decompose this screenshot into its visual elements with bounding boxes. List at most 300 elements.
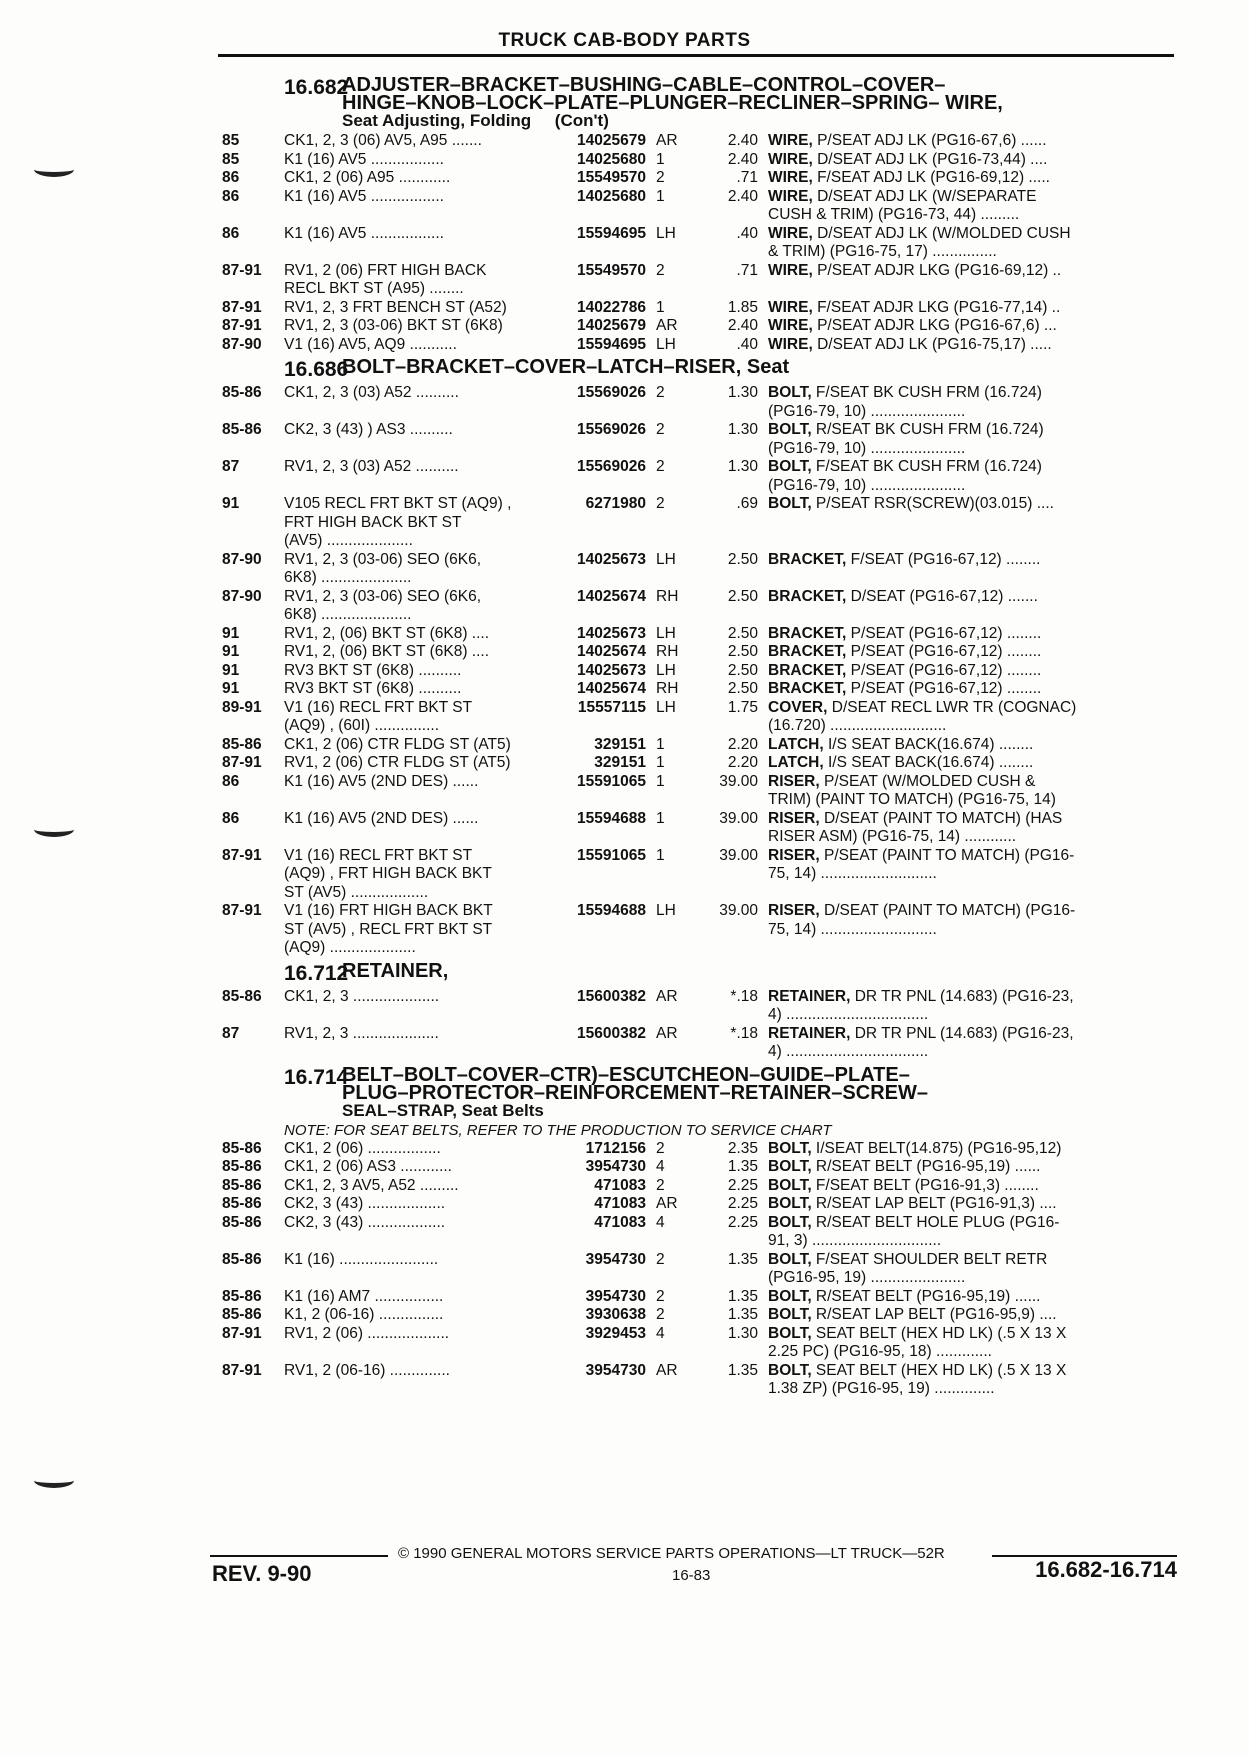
table-row [222, 1362, 1178, 1399]
part-number-cell: 3930638 [585, 1306, 646, 1323]
part-detail: F/SEAT (PG16-67,12) ........ [846, 550, 1041, 568]
part-detail: D/SEAT (PAINT TO MATCH) (PG16- 75, 14) ........................... [768, 902, 1076, 938]
table-row [222, 1177, 1178, 1196]
part-name: BOLT, [768, 1250, 812, 1268]
part-name: RETAINER, [768, 1024, 851, 1042]
part-detail: DR TR PNL (14.683) (PG16-23, 4) ................................. [768, 1024, 1074, 1060]
part-description-cell [768, 188, 1178, 225]
part-name: BOLT, [768, 1139, 812, 1157]
part-number-cell: 329151 [594, 735, 646, 753]
part-detail: P/SEAT ADJ LK (PG16-67,6) ...... [812, 132, 1047, 149]
year-cell: 91 [222, 643, 240, 660]
section-note: NOTE: FOR SEAT BELTS, REFER TO THE PRODUCTION TO SERVICE CHART [284, 1121, 832, 1139]
table-row [222, 810, 1178, 847]
part-detail: I/S SEAT BACK(16.674) ........ [823, 735, 1034, 753]
part-number-cell: 3954730 [585, 1287, 646, 1305]
part-description-cell [768, 299, 1178, 318]
year-cell: 87 [222, 458, 240, 475]
year-cell: 91 [222, 661, 240, 679]
application-cell: K1 (16) AV5 ................. [284, 150, 444, 168]
price-cell: 2.50 [727, 550, 758, 568]
price-cell: 2.40 [727, 150, 758, 168]
application-cell: K1 (16) AM7 ................ [284, 1287, 444, 1305]
part-detail: P/SEAT (PAINT TO MATCH) (PG16- 75, 14) ........................... [768, 846, 1075, 882]
part-description-cell [768, 262, 1178, 299]
price-cell: 2.40 [727, 132, 758, 149]
part-name: BOLT, [768, 421, 812, 438]
section-header [222, 959, 1178, 986]
table-row [222, 458, 1178, 495]
application-cell: RV1, 2 (06) FRT HIGH BACK RECL BKT ST (A95) ........ [284, 261, 487, 297]
table-row [222, 317, 1178, 336]
year-cell: 85 [222, 150, 240, 168]
part-detail: D/SEAT RECL LWR TR (COGNAC) (16.720) ........................... [768, 698, 1077, 734]
part-description-cell [768, 458, 1178, 495]
quantity-cell: 1 [656, 298, 665, 316]
application-cell: RV1, 2 (06) ................... [284, 1324, 450, 1342]
price-cell: 2.25 [727, 1176, 758, 1194]
price-cell: 39.00 [719, 772, 758, 790]
table-row [222, 551, 1178, 588]
part-number-cell: 14025680 [577, 187, 646, 205]
application-cell: RV1, 2, 3 FRT BENCH ST (A52) [284, 298, 507, 316]
year-cell: 85-86 [222, 987, 262, 1005]
part-description-cell [768, 1140, 1178, 1159]
year-cell: 87-91 [222, 846, 262, 864]
part-detail: P/SEAT (W/MOLDED CUSH & TRIM) (PAINT TO MATCH) (PG16-75, 14) [768, 772, 1056, 808]
application-cell: K1 (16) AV5 ................. [284, 187, 444, 205]
part-number-cell: 15594688 [577, 902, 646, 919]
price-cell: 1.35 [727, 1250, 758, 1268]
part-description-cell [768, 225, 1178, 262]
year-cell: 91 [222, 680, 240, 697]
part-description-cell [768, 643, 1178, 662]
part-number-cell: 15600382 [577, 1024, 646, 1042]
quantity-cell: 2 [656, 1250, 665, 1268]
application-cell: CK1, 2 (06) AS3 ............ [284, 1158, 452, 1175]
quantity-cell: AR [656, 1195, 678, 1212]
application-cell: CK1, 2 (06) A95 ............ [284, 169, 451, 186]
part-number-cell: 15557115 [577, 698, 646, 716]
part-description-cell [768, 1158, 1178, 1177]
part-name: RISER, [768, 846, 820, 864]
section-title-line: ADJUSTER–BRACKET–BUSHING–CABLE–CONTROL–COVER– [342, 74, 946, 96]
part-detail: D/SEAT ADJ LK (W/SEPARATE CUSH & TRIM) (PG16-73, 44) ......... [768, 187, 1037, 223]
quantity-cell: 2 [656, 1139, 665, 1157]
part-detail: P/SEAT (PG16-67,12) ........ [846, 624, 1042, 642]
part-name: BOLT, [768, 1158, 812, 1175]
footer-revision: REV. 9-90 [212, 1561, 312, 1586]
part-description-cell [768, 1306, 1178, 1325]
price-cell: 39.00 [719, 902, 758, 919]
part-name: COVER, [768, 698, 828, 716]
part-description-cell [768, 1025, 1178, 1062]
part-description-cell [768, 1251, 1178, 1288]
part-description-cell [768, 336, 1178, 355]
year-cell: 91 [222, 495, 240, 512]
year-cell: 85-86 [222, 1176, 262, 1194]
year-cell: 87-91 [222, 1361, 262, 1379]
quantity-cell: RH [656, 680, 679, 697]
section-title-line: PLUG–PROTECTOR–REINFORCEMENT–RETAINER–SCREW– [342, 1081, 928, 1104]
year-cell: 87-91 [222, 902, 262, 919]
application-cell: RV1, 2 (06) CTR FLDG ST (AT5) [284, 754, 511, 771]
part-description-cell [768, 495, 1178, 551]
part-name: BRACKET, [768, 661, 847, 679]
part-number-cell: 15594688 [577, 809, 646, 827]
price-cell: 1.85 [727, 298, 758, 316]
application-cell: CK1, 2 (06) ................. [284, 1139, 441, 1157]
part-name: WIRE, [768, 298, 813, 316]
quantity-cell: LH [656, 902, 676, 919]
part-name: BRACKET, [768, 643, 847, 660]
quantity-cell: 1 [656, 735, 665, 753]
price-cell: .71 [736, 169, 758, 186]
table-row [222, 988, 1178, 1025]
application-cell: CK1, 2, 3 AV5, A52 ......... [284, 1176, 459, 1194]
footer-rule-left [210, 1555, 388, 1557]
section-subtitle: Seat Adjusting, Folding (Con't) [342, 111, 609, 130]
part-detail: F/SEAT SHOULDER BELT RETR (PG16-95, 19) ...................... [768, 1250, 1048, 1286]
application-cell: CK1, 2, 3 (06) AV5, A95 ....... [284, 132, 482, 149]
part-number-cell: 14025673 [577, 624, 646, 642]
part-description-cell [768, 988, 1178, 1025]
price-cell: 2.20 [727, 735, 758, 753]
quantity-cell: 2 [656, 1287, 665, 1305]
part-number-cell: 15594695 [577, 335, 646, 353]
table-row [222, 1251, 1178, 1288]
part-detail: R/SEAT LAP BELT (PG16-91,3) .... [811, 1195, 1057, 1212]
part-number-cell: 14022786 [577, 298, 646, 316]
part-description-cell [768, 680, 1178, 699]
application-cell: CK1, 2, 3 (03) A52 .......... [284, 384, 459, 401]
table-row [222, 1025, 1178, 1062]
part-number-cell: 1712156 [585, 1139, 646, 1157]
part-description-cell [768, 754, 1178, 773]
table-row [222, 754, 1178, 773]
part-detail: F/SEAT ADJ LK (PG16-69,12) ..... [812, 169, 1050, 186]
part-description-cell [768, 1195, 1178, 1214]
part-description-cell [768, 847, 1178, 903]
table-row [222, 151, 1178, 170]
part-name: WIRE, [768, 132, 813, 149]
quantity-cell: 2 [656, 384, 665, 401]
quantity-cell: 1 [656, 754, 665, 771]
part-name: BRACKET, [768, 587, 847, 605]
part-detail: F/SEAT BELT (PG16-91,3) ........ [811, 1176, 1039, 1194]
part-number-cell: 3954730 [585, 1361, 646, 1379]
year-cell: 87-90 [222, 587, 262, 605]
table-row [222, 1158, 1178, 1177]
year-cell: 86 [222, 809, 240, 827]
year-cell: 85-86 [222, 384, 262, 401]
section-title-line: RETAINER, [342, 959, 449, 982]
table-row [222, 1140, 1178, 1159]
part-description-cell [768, 551, 1178, 588]
part-name: BOLT, [768, 1213, 812, 1231]
part-detail: D/SEAT ADJ LK (PG16-73,44) .... [812, 150, 1048, 168]
application-cell: RV3 BKT ST (6K8) .......... [284, 661, 462, 679]
application-cell: RV1, 2, 3 .................... [284, 1024, 439, 1042]
quantity-cell: 2 [656, 1306, 665, 1323]
part-detail: R/SEAT BELT (PG16-95,19) ...... [811, 1287, 1041, 1305]
part-detail: SEAT BELT (HEX HD LK) (.5 X 13 X 1.38 ZP) (PG16-95, 19) .............. [768, 1361, 1067, 1397]
price-cell: 2.25 [727, 1195, 758, 1212]
application-cell: V105 RECL FRT BKT ST (AQ9) , FRT HIGH BACK BKT ST (AV5) .................... [284, 495, 512, 549]
part-number-cell: 14025673 [577, 661, 646, 679]
year-cell: 87-90 [222, 550, 262, 568]
part-number-cell: 14025673 [577, 550, 646, 568]
price-cell: 1.30 [727, 458, 758, 475]
part-number-cell: 14025679 [577, 317, 646, 334]
part-number-cell: 14025674 [577, 587, 646, 605]
price-cell: 2.35 [727, 1139, 758, 1157]
part-detail: R/SEAT BELT HOLE PLUG (PG16- 91, 3) .............................. [768, 1213, 1060, 1249]
part-number-cell: 14025674 [577, 680, 646, 697]
section-title [284, 1063, 1178, 1120]
part-name: BOLT, [768, 1324, 812, 1342]
table-row [222, 132, 1178, 151]
table-row [222, 384, 1178, 421]
price-cell: 2.40 [727, 317, 758, 334]
punch-hole-mark [34, 822, 74, 837]
part-detail: D/SEAT ADJ LK (PG16-75,17) ..... [812, 335, 1052, 353]
section-header [222, 358, 1178, 382]
section-number: 16.712 [284, 961, 349, 985]
header-rule [218, 54, 1174, 57]
quantity-cell: LH [656, 224, 676, 242]
price-cell: 1.30 [727, 1324, 758, 1342]
year-cell: 85-86 [222, 1287, 262, 1305]
quantity-cell: AR [656, 1361, 678, 1379]
part-name: BRACKET, [768, 550, 847, 568]
quantity-cell: 4 [656, 1158, 665, 1175]
section-title-line: HINGE–KNOB–LOCK–PLATE–PLUNGER–RECLINER–SPRING– WIRE, [342, 92, 1003, 114]
table-row [222, 588, 1178, 625]
part-detail: D/SEAT (PG16-67,12) ....... [846, 587, 1038, 605]
part-number-cell: 14025679 [577, 132, 646, 149]
part-number-cell: 471083 [594, 1176, 646, 1194]
part-detail: P/SEAT (PG16-67,12) ........ [846, 643, 1042, 660]
year-cell: 85-86 [222, 1250, 262, 1268]
table-row [222, 1288, 1178, 1307]
part-description-cell [768, 1362, 1178, 1399]
part-detail: R/SEAT BK CUSH FRM (16.724) (PG16-79, 10) ...................... [768, 421, 1044, 457]
table-row [222, 699, 1178, 736]
part-number-cell: 15569026 [577, 384, 646, 401]
part-number-cell: 3929453 [585, 1324, 646, 1342]
section-title-line: BOLT–BRACKET–COVER–LATCH–RISER, Seat [342, 356, 790, 378]
price-cell: 39.00 [719, 809, 758, 827]
quantity-cell: 2 [656, 169, 665, 186]
punch-hole-mark [34, 1473, 74, 1488]
part-number-cell: 329151 [594, 754, 646, 771]
part-description-cell [768, 625, 1178, 644]
part-name: RETAINER, [768, 987, 851, 1005]
part-name: WIRE, [768, 150, 813, 168]
quantity-cell: LH [656, 624, 676, 642]
part-number-cell: 15569026 [577, 421, 646, 438]
table-row [222, 299, 1178, 318]
price-cell: 1.35 [727, 1287, 758, 1305]
part-detail: D/SEAT ADJ LK (W/MOLDED CUSH & TRIM) (PG16-75, 17) ............... [768, 224, 1071, 260]
part-description-cell [768, 773, 1178, 810]
application-cell: K1 (16) ....................... [284, 1250, 439, 1268]
parts-listing [222, 72, 1178, 1399]
part-name: WIRE, [768, 224, 813, 242]
quantity-cell: LH [656, 335, 676, 353]
part-number-cell: 471083 [594, 1213, 646, 1231]
footer-copyright: © 1990 GENERAL MOTORS SERVICE PARTS OPERATIONS—LT TRUCK—52R [398, 1545, 945, 1562]
application-cell: CK1, 2 (06) CTR FLDG ST (AT5) [284, 735, 511, 753]
table-row [222, 1306, 1178, 1325]
punch-hole-mark [34, 162, 74, 177]
price-cell: 1.35 [727, 1158, 758, 1175]
application-cell: RV1, 2 (06-16) .............. [284, 1361, 450, 1379]
year-cell: 85-86 [222, 1306, 262, 1323]
part-detail: I/SEAT BELT(14.875) (PG16-95,12) [811, 1139, 1062, 1157]
table-row [222, 680, 1178, 699]
section-subtitle: SEAL–STRAP, Seat Belts [342, 1100, 544, 1120]
footer-section-range: 16.682-16.714 [1035, 1557, 1177, 1582]
part-name: BOLT, [768, 1361, 812, 1379]
year-cell: 86 [222, 224, 240, 242]
price-cell: 1.30 [727, 384, 758, 401]
footer-page-number: 16-83 [672, 1567, 711, 1584]
application-cell: RV1, 2, 3 (03-06) SEO (6K6, 6K8) ..................... [284, 587, 482, 623]
part-detail: R/SEAT LAP BELT (PG16-95,9) .... [811, 1306, 1057, 1323]
quantity-cell: 1 [656, 846, 665, 864]
part-description-cell [768, 169, 1178, 188]
table-row [222, 1214, 1178, 1251]
price-cell: 39.00 [719, 846, 758, 864]
year-cell: 86 [222, 772, 240, 790]
part-name: BOLT, [768, 1287, 812, 1305]
quantity-cell: AR [656, 132, 678, 149]
year-cell: 85-86 [222, 421, 262, 438]
year-cell: 85-86 [222, 735, 262, 753]
part-detail: F/SEAT ADJR LKG (PG16-77,14) .. [812, 298, 1061, 316]
price-cell: 2.50 [727, 624, 758, 642]
quantity-cell: RH [656, 643, 679, 660]
part-number-cell: 14025680 [577, 150, 646, 168]
part-name: RISER, [768, 809, 820, 827]
application-cell: RV1, 2, 3 (03) A52 .......... [284, 458, 459, 475]
application-cell: K1 (16) AV5 (2ND DES) ...... [284, 809, 479, 827]
part-name: LATCH, [768, 735, 824, 753]
part-name: BRACKET, [768, 680, 847, 697]
price-cell: .40 [736, 335, 758, 353]
part-detail: P/SEAT ADJR LKG (PG16-69,12) .. [812, 261, 1062, 279]
year-cell: 91 [222, 624, 240, 642]
part-number-cell: 15569026 [577, 458, 646, 475]
part-detail: D/SEAT (PAINT TO MATCH) (HAS RISER ASM) (PG16-75, 14) ............ [768, 809, 1063, 845]
year-cell: 86 [222, 169, 240, 186]
price-cell: 1.35 [727, 1306, 758, 1323]
application-cell: CK2, 3 (43) ) AS3 .......... [284, 421, 453, 438]
part-detail: P/SEAT (PG16-67,12) ........ [846, 680, 1042, 697]
table-row [222, 773, 1178, 810]
quantity-cell: AR [656, 317, 678, 334]
part-description-cell [768, 662, 1178, 681]
price-cell: 2.50 [727, 661, 758, 679]
part-number-cell: 15591065 [577, 846, 646, 864]
section-header [222, 1063, 1178, 1120]
part-number-cell: 15549570 [577, 261, 646, 279]
part-detail: P/SEAT RSR(SCREW)(03.015) .... [811, 495, 1054, 512]
quantity-cell: 2 [656, 421, 665, 438]
quantity-cell: AR [656, 1024, 678, 1042]
part-number-cell: 3954730 [585, 1250, 646, 1268]
application-cell: CK2, 3 (43) .................. [284, 1195, 446, 1212]
part-detail: F/SEAT BK CUSH FRM (16.724) (PG16-79, 10) ...................... [768, 458, 1042, 494]
part-name: BOLT, [768, 1306, 812, 1323]
part-name: WIRE, [768, 317, 813, 334]
year-cell: 85-86 [222, 1195, 262, 1212]
application-cell: V1 (16) AV5, AQ9 ........... [284, 335, 457, 353]
part-description-cell [768, 421, 1178, 458]
year-cell: 87 [222, 1024, 240, 1042]
quantity-cell: LH [656, 661, 676, 679]
price-cell: 2.50 [727, 680, 758, 697]
part-name: RISER, [768, 772, 820, 790]
application-cell: CK2, 3 (43) .................. [284, 1213, 446, 1231]
price-cell: 2.50 [727, 643, 758, 660]
part-description-cell [768, 902, 1178, 958]
application-cell: RV1, 2, (06) BKT ST (6K8) .... [284, 643, 490, 660]
section-title [284, 959, 1178, 986]
part-description-cell [768, 1325, 1178, 1362]
application-cell: K1 (16) AV5 (2ND DES) ...... [284, 772, 479, 790]
part-name: WIRE, [768, 261, 813, 279]
section-title [284, 76, 1178, 130]
price-cell: 2.50 [727, 587, 758, 605]
part-description-cell [768, 132, 1178, 151]
price-cell: 1.75 [727, 698, 758, 716]
quantity-cell: AR [656, 987, 678, 1005]
part-description-cell [768, 384, 1178, 421]
price-cell: 2.20 [727, 754, 758, 771]
price-cell: *.18 [730, 987, 758, 1005]
part-description-cell [768, 1288, 1178, 1307]
part-detail: SEAT BELT (HEX HD LK) (.5 X 13 X 2.25 PC) (PG16-95, 18) ............. [768, 1324, 1067, 1360]
part-name: WIRE, [768, 335, 813, 353]
year-cell: 85-86 [222, 1158, 262, 1175]
application-cell: V1 (16) FRT HIGH BACK BKT ST (AV5) , RECL FRT BKT ST (AQ9) .................... [284, 902, 493, 956]
table-row [222, 662, 1178, 681]
section-title [284, 358, 1178, 382]
quantity-cell: RH [656, 587, 679, 605]
application-cell: RV1, 2, 3 (03-06) BKT ST (6K8) [284, 317, 503, 334]
part-description-cell [768, 151, 1178, 170]
part-name: BOLT, [768, 458, 812, 475]
quantity-cell: 1 [656, 809, 665, 827]
quantity-cell: 1 [656, 772, 665, 790]
quantity-cell: 2 [656, 1176, 665, 1194]
price-cell: 2.40 [727, 187, 758, 205]
part-number-cell: 14025674 [577, 643, 646, 660]
table-row [222, 1195, 1178, 1214]
part-number-cell: 15591065 [577, 772, 646, 790]
year-cell: 87-91 [222, 261, 262, 279]
part-description-cell [768, 588, 1178, 625]
part-number-cell: 15594695 [577, 224, 646, 242]
part-description-cell [768, 1214, 1178, 1251]
table-row [222, 736, 1178, 755]
application-cell: K1, 2 (06-16) ............... [284, 1306, 444, 1323]
table-row [222, 643, 1178, 662]
quantity-cell: 2 [656, 458, 665, 475]
